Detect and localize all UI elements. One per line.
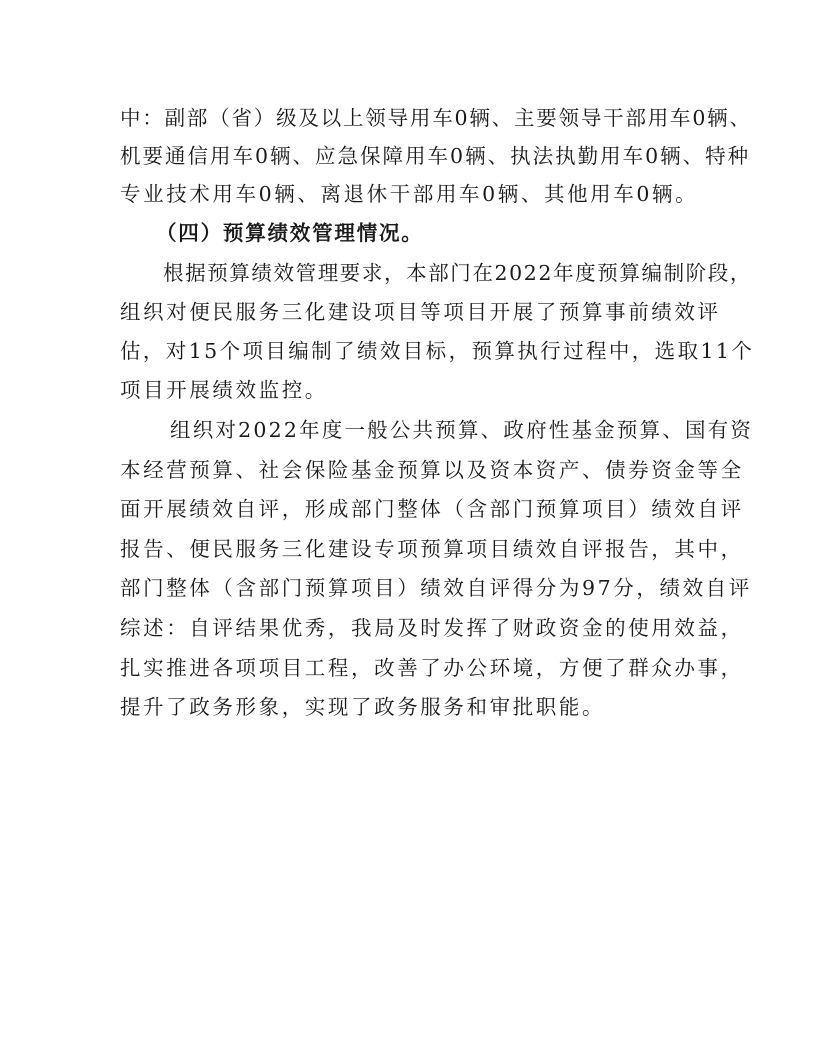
section-heading: （四）预算绩效管理情况。 [156, 221, 424, 245]
text-line-1: 中：副部（省）级及以上领导用车0辆、主要领导干部用车0辆、 [120, 106, 752, 130]
text-line-11: 面开展绩效自评，形成部门整体（含部门预算项目）绩效自评 [120, 497, 744, 521]
text-line-8: 项目开展绩效监控。 [120, 378, 328, 402]
text-line-13: 部门整体（含部门预算项目）绩效自评得分为97分，绩效自评 [120, 576, 752, 600]
text-line-5: 根据预算绩效管理要求，本部门在2022年度预算编制阶段， [163, 261, 752, 285]
text-line-16: 提升了政务形象，实现了政务服务和审批职能。 [120, 695, 606, 719]
text-line-3: 专业技术用车0辆、离退休干部用车0辆、其他用车0辆。 [120, 182, 699, 206]
text-line-7: 估，对15个项目编制了绩效目标，预算执行过程中，选取11个 [120, 339, 755, 363]
text-line-9: 组织对2022年度一般公共预算、政府性基金预算、国有资 [170, 418, 754, 442]
text-line-12: 报告、便民服务三化建设专项预算项目绩效自评报告，其中， [120, 537, 744, 561]
text-line-6: 组织对便民服务三化建设项目等项目开展了预算事前绩效评 [120, 300, 721, 324]
text-line-15: 扎实推进各项项目工程，改善了办公环境，方便了群众办事， [120, 656, 744, 680]
text-line-2: 机要通信用车0辆、应急保障用车0辆、执法执勤用车0辆、特种 [120, 144, 751, 168]
text-line-10: 本经营预算、社会保险基金预算以及资本资产、债券资金等全 [120, 458, 744, 482]
text-line-14: 综述：自评结果优秀，我局及时发挥了财政资金的使用效益， [120, 616, 744, 640]
